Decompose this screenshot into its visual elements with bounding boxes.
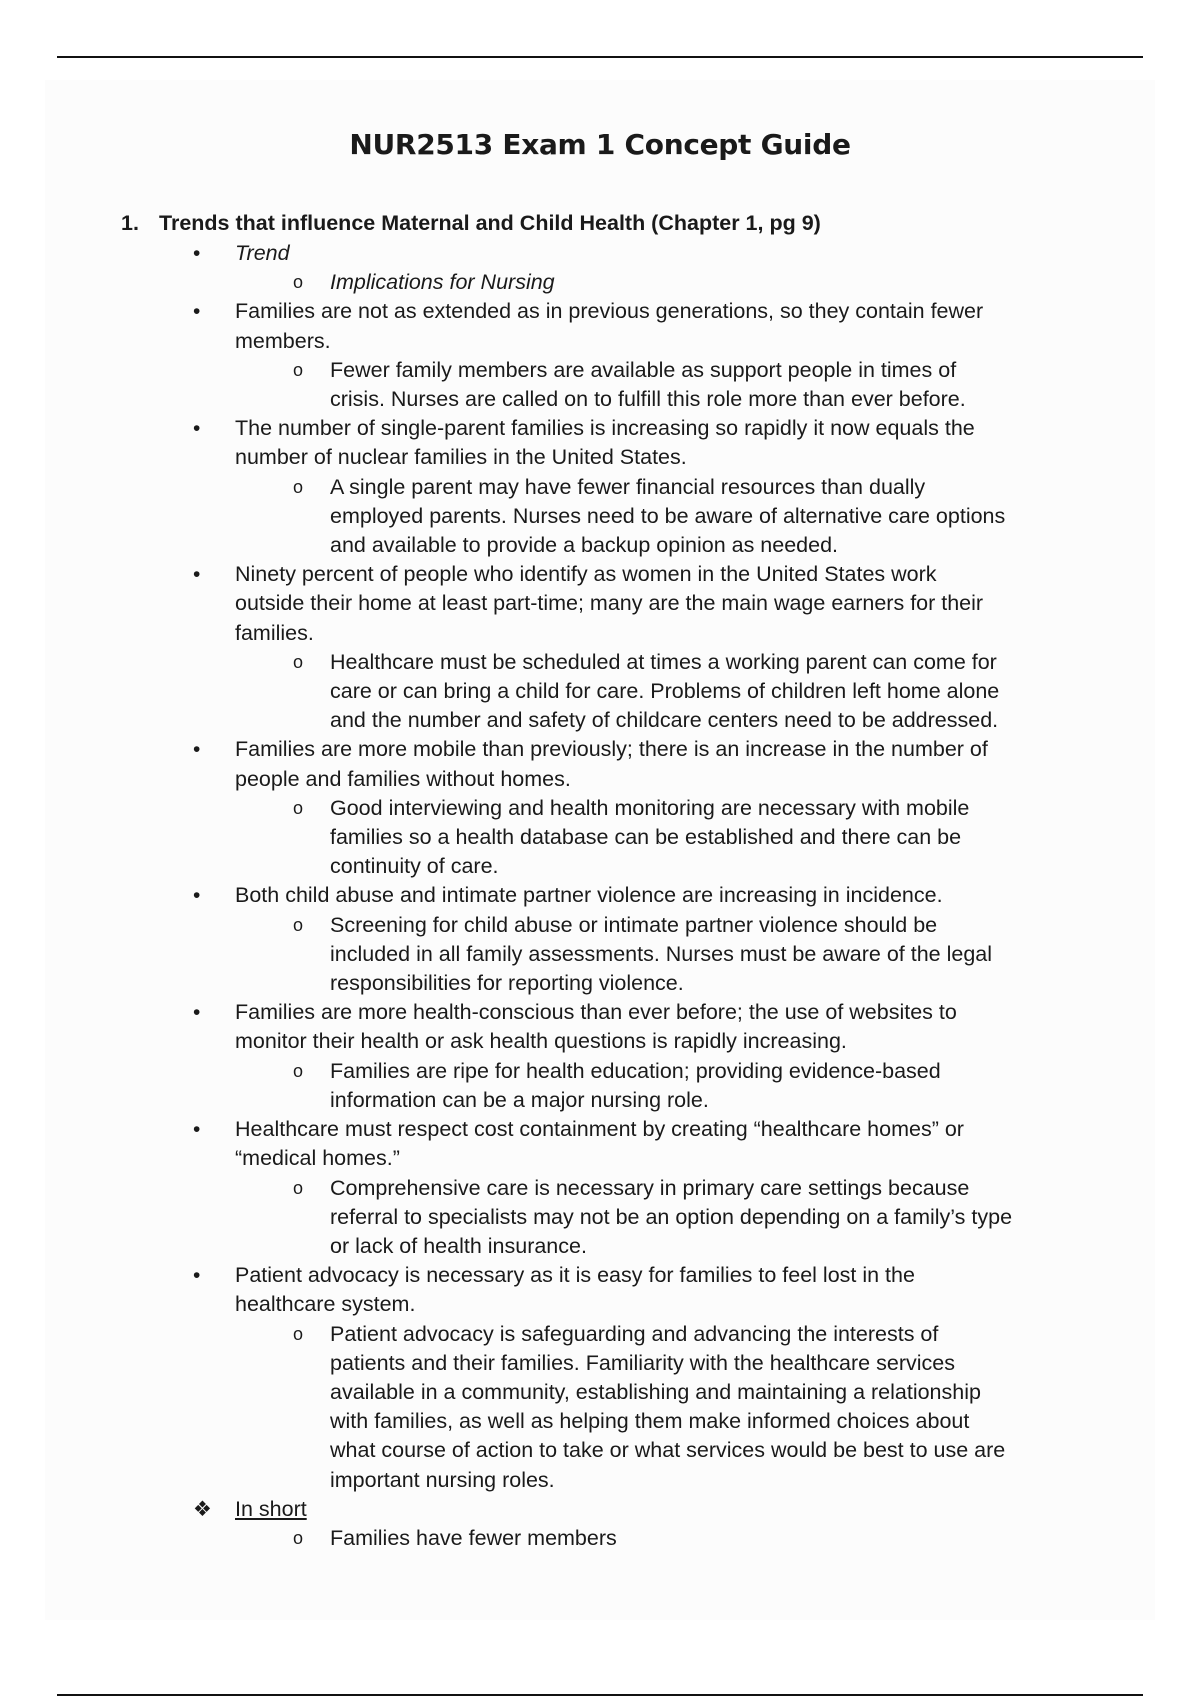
trend-item-text: Patient advocacy is necessary as it is easy for families to feel lost in the (235, 1263, 915, 1288)
implication-item-text: care or can bring a child for care. Problems of children left home alone (330, 679, 1000, 704)
summary-item (0, 1524, 1200, 1553)
implication-item-text: and the number and safety of childcare centers need to be addressed. (330, 708, 999, 733)
implication-item (0, 1349, 1200, 1378)
trend-item-text: members. (235, 328, 331, 353)
trend-item-text: Healthcare must respect cost containment by creating “healthcare homes” or (235, 1117, 964, 1142)
section-heading-text: Trends that influence Maternal and Child Health (Chapter 1, pg 9) (159, 211, 821, 235)
footer-rule (57, 1694, 1143, 1696)
implication-item (0, 940, 1200, 969)
bullet-marker: • (193, 1118, 201, 1142)
implication-item (0, 911, 1200, 940)
sub-bullet-marker: o (293, 1323, 304, 1344)
trend-item (0, 443, 1200, 472)
page-title: NUR2513 Exam 1 Concept Guide (349, 128, 851, 161)
implication-item-text: Families are ripe for health education; providing evidence-based (330, 1058, 941, 1083)
implication-item (0, 473, 1200, 502)
trend-item-text: Both child abuse and intimate partner violence are increasing in incidence. (235, 883, 943, 908)
trend-item (0, 560, 1200, 589)
implication-item (0, 969, 1200, 998)
implication-item-text: included in all family assessments. Nurses must be aware of the legal (330, 941, 993, 966)
trend-item (0, 881, 1200, 910)
implication-item (0, 531, 1200, 560)
implication-item (0, 1086, 1200, 1115)
implication-item (0, 677, 1200, 706)
sub-bullet-marker: o (293, 797, 304, 818)
implication-item (0, 356, 1200, 385)
implication-item (0, 1203, 1200, 1232)
sub-bullet-marker: o (293, 359, 304, 380)
implication-item-text: what course of action to take or what services would be best to use are (330, 1438, 1006, 1463)
trend-item (0, 619, 1200, 648)
implication-item (0, 1378, 1200, 1407)
implication-item (0, 794, 1200, 823)
bullet-marker: • (193, 1001, 201, 1025)
implication-item-text: families so a health database can be established and there can be (330, 825, 962, 850)
bullet-marker: • (193, 884, 201, 908)
implication-item-text: Healthcare must be scheduled at times a working parent can come for (330, 649, 997, 674)
trend-item-text: outside their home at least part-time; many are the main wage earners for their (235, 591, 984, 616)
implication-item (0, 1436, 1200, 1465)
trend-item-text: families. (235, 620, 314, 645)
implication-item-text: crisis. Nurses are called on to fulfill this role more than ever before. (330, 387, 966, 412)
implication-item-text: information can be a major nursing role. (330, 1087, 709, 1112)
trend-item (0, 1027, 1200, 1056)
trend-item-text: Families are more mobile than previously; there is an increase in the number of (235, 737, 988, 762)
trend-item (0, 297, 1200, 326)
section-number: 1. (121, 211, 139, 235)
sub-bullet-marker: o (293, 272, 304, 293)
implication-item-text: or lack of health insurance. (330, 1233, 587, 1258)
implication-item-text: employed parents. Nurses need to be aware of alternative care options (330, 503, 1006, 528)
bullet-marker: • (193, 563, 201, 587)
trend-item-text: people and families without homes. (235, 766, 571, 791)
implication-item (0, 852, 1200, 881)
bullet-marker: • (193, 417, 201, 441)
trend-item (0, 998, 1200, 1027)
trend-list (0, 239, 1200, 1553)
implication-item (0, 706, 1200, 735)
implication-item-text: Patient advocacy is safeguarding and advancing the interests of (330, 1321, 939, 1346)
implication-item (0, 385, 1200, 414)
summary-label (0, 1495, 1200, 1524)
legend-implication-text: Implications for Nursing (330, 270, 555, 295)
trend-item (0, 765, 1200, 794)
implication-item-text: Screening for child abuse or intimate partner violence should be (330, 912, 938, 937)
implication-item-text: important nursing roles. (330, 1467, 555, 1492)
header-rule (57, 56, 1143, 58)
implication-item-text: available in a community, establishing and maintaining a relationship (330, 1379, 981, 1404)
bullet-marker: • (193, 300, 201, 324)
implication-item (0, 1057, 1200, 1086)
implication-item (0, 502, 1200, 531)
implication-item-text: Good interviewing and health monitoring are necessary with mobile (330, 795, 970, 820)
implication-item (0, 1174, 1200, 1203)
implication-item (0, 1466, 1200, 1495)
summary-label-text: In short (235, 1496, 307, 1521)
implication-item-text: Fewer family members are available as support people in times of (330, 357, 957, 382)
summary-item-text: Families have fewer members (330, 1525, 617, 1550)
trend-item (0, 1261, 1200, 1290)
section-heading (121, 211, 821, 236)
implication-item (0, 823, 1200, 852)
trend-item (0, 735, 1200, 764)
implication-item-text: Comprehensive care is necessary in primary care settings because (330, 1175, 970, 1200)
sub-bullet-marker: o (293, 1177, 304, 1198)
implication-item (0, 648, 1200, 677)
sub-bullet-marker: o (293, 1527, 304, 1548)
trend-item-text: number of nuclear families in the United States. (235, 445, 687, 470)
trend-item (0, 589, 1200, 618)
implication-item-text: patients and their families. Familiarity with the healthcare services (330, 1350, 955, 1375)
implication-item-text: referral to specialists may not be an option depending on a family’s type (330, 1204, 1013, 1229)
implication-item (0, 1320, 1200, 1349)
trend-item (0, 1115, 1200, 1144)
trend-item-text: healthcare system. (235, 1292, 416, 1317)
sub-bullet-marker: o (293, 1060, 304, 1081)
trend-item-text: Ninety percent of people who identify as women in the United States work (235, 562, 937, 587)
trend-item-text: The number of single-parent families is increasing so rapidly it now equals the (235, 416, 975, 441)
implication-item-text: continuity of care. (330, 854, 499, 879)
implication-item-text: and available to provide a backup opinion as needed. (330, 533, 839, 558)
trend-item-text: Families are not as extended as in previous generations, so they contain fewer (235, 299, 984, 324)
bullet-marker: • (193, 738, 201, 762)
implication-item-text: responsibilities for reporting violence. (330, 971, 684, 996)
implication-item-text: with families, as well as helping them make informed choices about (330, 1409, 970, 1434)
bullet-marker: • (193, 1264, 201, 1288)
trend-item (0, 1290, 1200, 1319)
implication-item (0, 1232, 1200, 1261)
trend-item-text: “medical homes.” (235, 1146, 400, 1171)
implication-item (0, 1407, 1200, 1436)
sub-bullet-marker: o (293, 914, 304, 935)
trend-item (0, 327, 1200, 356)
legend-implication (0, 268, 1200, 297)
trend-item-text: Families are more health-conscious than ever before; the use of websites to (235, 1000, 957, 1025)
implication-item-text: A single parent may have fewer financial resources than dually (330, 474, 926, 499)
trend-item (0, 1144, 1200, 1173)
sub-bullet-marker: o (293, 651, 304, 672)
diamond-bullet-icon: ❖ (193, 1497, 212, 1521)
sub-bullet-marker: o (293, 476, 304, 497)
bullet-marker: • (193, 242, 201, 265)
trend-item (0, 414, 1200, 443)
legend-trend-text: Trend (235, 241, 290, 265)
trend-item-text: monitor their health or ask health questions is rapidly increasing. (235, 1029, 847, 1054)
legend-trend (0, 239, 1200, 268)
